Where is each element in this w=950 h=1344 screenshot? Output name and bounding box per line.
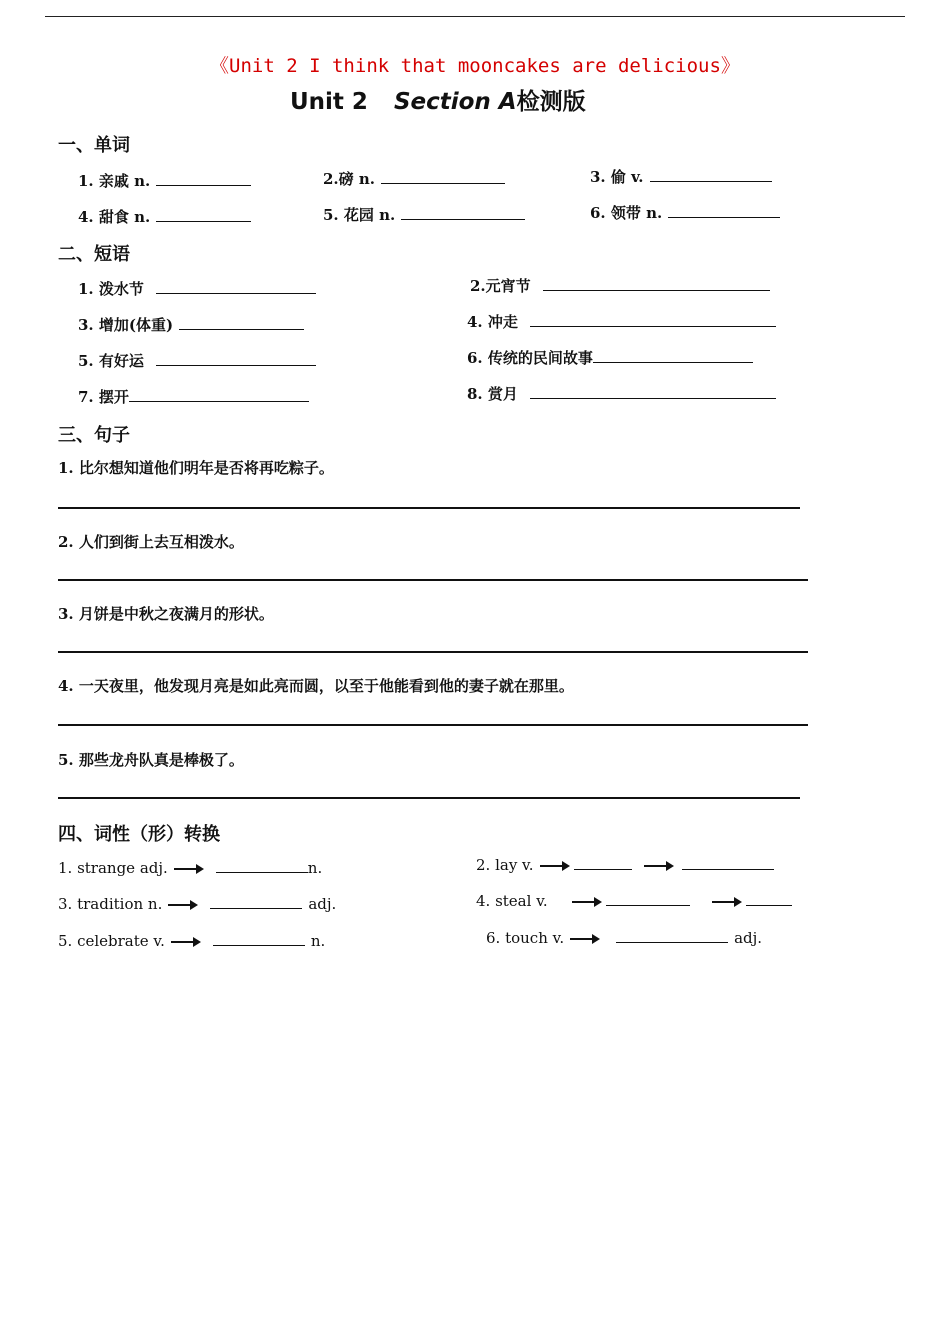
conversion-blank[interactable] [682,855,774,870]
conversion-blank[interactable] [616,928,728,943]
answer-line[interactable] [58,651,808,653]
word-blank[interactable] [401,205,525,220]
conversion-item [58,894,336,913]
phrase-prompt: 5. 有好运 [78,352,144,370]
conversion-blank[interactable] [210,894,302,909]
section-heading-sentences: 三、句子 [58,425,130,446]
conversion-word: 5. celebrate v. [58,932,165,950]
answer-line[interactable] [58,579,808,581]
conversion-word: 3. tradition n. [58,895,163,913]
phrase-item [78,386,309,407]
sentence-prompt: 1. 比尔想知道他们明年是否将再吃粽子。 [58,459,334,477]
arrow-icon [171,941,199,943]
worksheet-heading [290,83,586,116]
phrase-item [467,383,776,404]
conversion-blank[interactable] [213,931,305,946]
section-heading-phrases: 二、短语 [58,244,130,265]
word-item [323,168,505,189]
word-blank[interactable] [381,169,505,184]
phrase-item [78,314,304,335]
word-item [78,206,251,227]
phrase-item [78,278,316,299]
word-blank[interactable] [156,171,251,186]
arrow-icon [572,901,600,903]
word-prompt: 3. 偷 v. [590,168,644,186]
word-prompt: 6. 领带 n. [590,204,663,222]
conversion-item [476,855,774,874]
phrase-prompt: 6. 传统的民间故事 [467,349,593,367]
phrase-blank[interactable] [543,276,770,291]
word-item [590,166,772,187]
phrase-prompt: 4. 冲走 [467,313,518,331]
conversion-suffix: adj. [734,929,763,947]
section-label: Section A [393,89,517,115]
phrase-prompt: 8. 赏月 [467,385,518,403]
section-heading-conversion: 四、词性（形）转换 [58,824,220,845]
phrase-blank[interactable] [530,312,776,327]
phrase-blank[interactable] [129,387,309,402]
phrase-prompt: 3. 增加(体重) [78,316,174,334]
answer-line[interactable] [58,724,808,726]
word-prompt: 2.磅 n. [323,170,376,188]
phrase-item [467,311,776,332]
sentence-prompt: 2. 人们到街上去互相泼水。 [58,533,244,551]
phrase-blank[interactable] [593,348,753,363]
word-item [590,202,780,223]
answer-line[interactable] [58,507,800,509]
conversion-suffix: adj. [308,895,337,913]
sentence-prompt: 4. 一天夜里，他发现月亮是如此亮而圆，以至于他能看到他的妻子就在那里。 [58,677,574,695]
arrow-icon [712,901,740,903]
conversion-item [486,928,762,947]
phrase-blank[interactable] [156,351,316,366]
sentence-prompt: 5. 那些龙舟队真是棒极了。 [58,751,244,769]
heading-suffix: 检测版 [516,89,586,115]
word-prompt: 5. 花园 n. [323,206,396,224]
word-prompt: 4. 甜食 n. [78,208,151,226]
conversion-blank[interactable] [606,891,690,906]
arrow-icon [570,938,598,940]
arrow-icon [540,865,568,867]
phrase-blank[interactable] [530,384,776,399]
word-blank[interactable] [650,167,772,182]
conversion-word: 1. strange adj. [58,859,168,877]
conversion-item [476,891,792,910]
word-prompt: 1. 亲戚 n. [78,172,151,190]
sentence-prompt: 3. 月饼是中秋之夜满月的形状。 [58,605,274,623]
top-rule [45,16,905,17]
conversion-word: 6. touch v. [486,929,565,947]
phrase-blank[interactable] [156,279,316,294]
conversion-word: 2. lay v. [476,856,534,874]
word-blank[interactable] [156,207,251,222]
conversion-suffix: n. [307,859,323,877]
word-blank[interactable] [668,203,780,218]
arrow-icon [168,904,196,906]
phrase-blank[interactable] [179,315,304,330]
word-item [78,170,251,191]
conversion-suffix: n. [310,932,326,950]
phrase-prompt: 1. 泼水节 [78,280,144,298]
conversion-item [58,931,325,950]
conversion-blank[interactable] [574,855,632,870]
answer-line[interactable] [58,797,800,799]
conversion-word: 4. steal v. [476,892,548,910]
phrase-prompt: 7. 摆开 [78,388,129,406]
conversion-item [58,858,322,877]
conversion-blank[interactable] [746,891,792,906]
phrase-item [467,347,753,368]
phrase-item [470,275,770,296]
word-item [323,204,525,225]
document-title: 《Unit 2 I think that mooncakes are delicious》 [210,55,740,77]
section-heading-words: 一、单词 [58,135,130,156]
phrase-prompt: 2.元宵节 [470,277,531,295]
phrase-item [78,350,316,371]
unit-label: Unit 2 [290,89,368,115]
conversion-blank[interactable] [216,858,308,873]
arrow-icon [174,868,202,870]
arrow-icon [644,865,672,867]
